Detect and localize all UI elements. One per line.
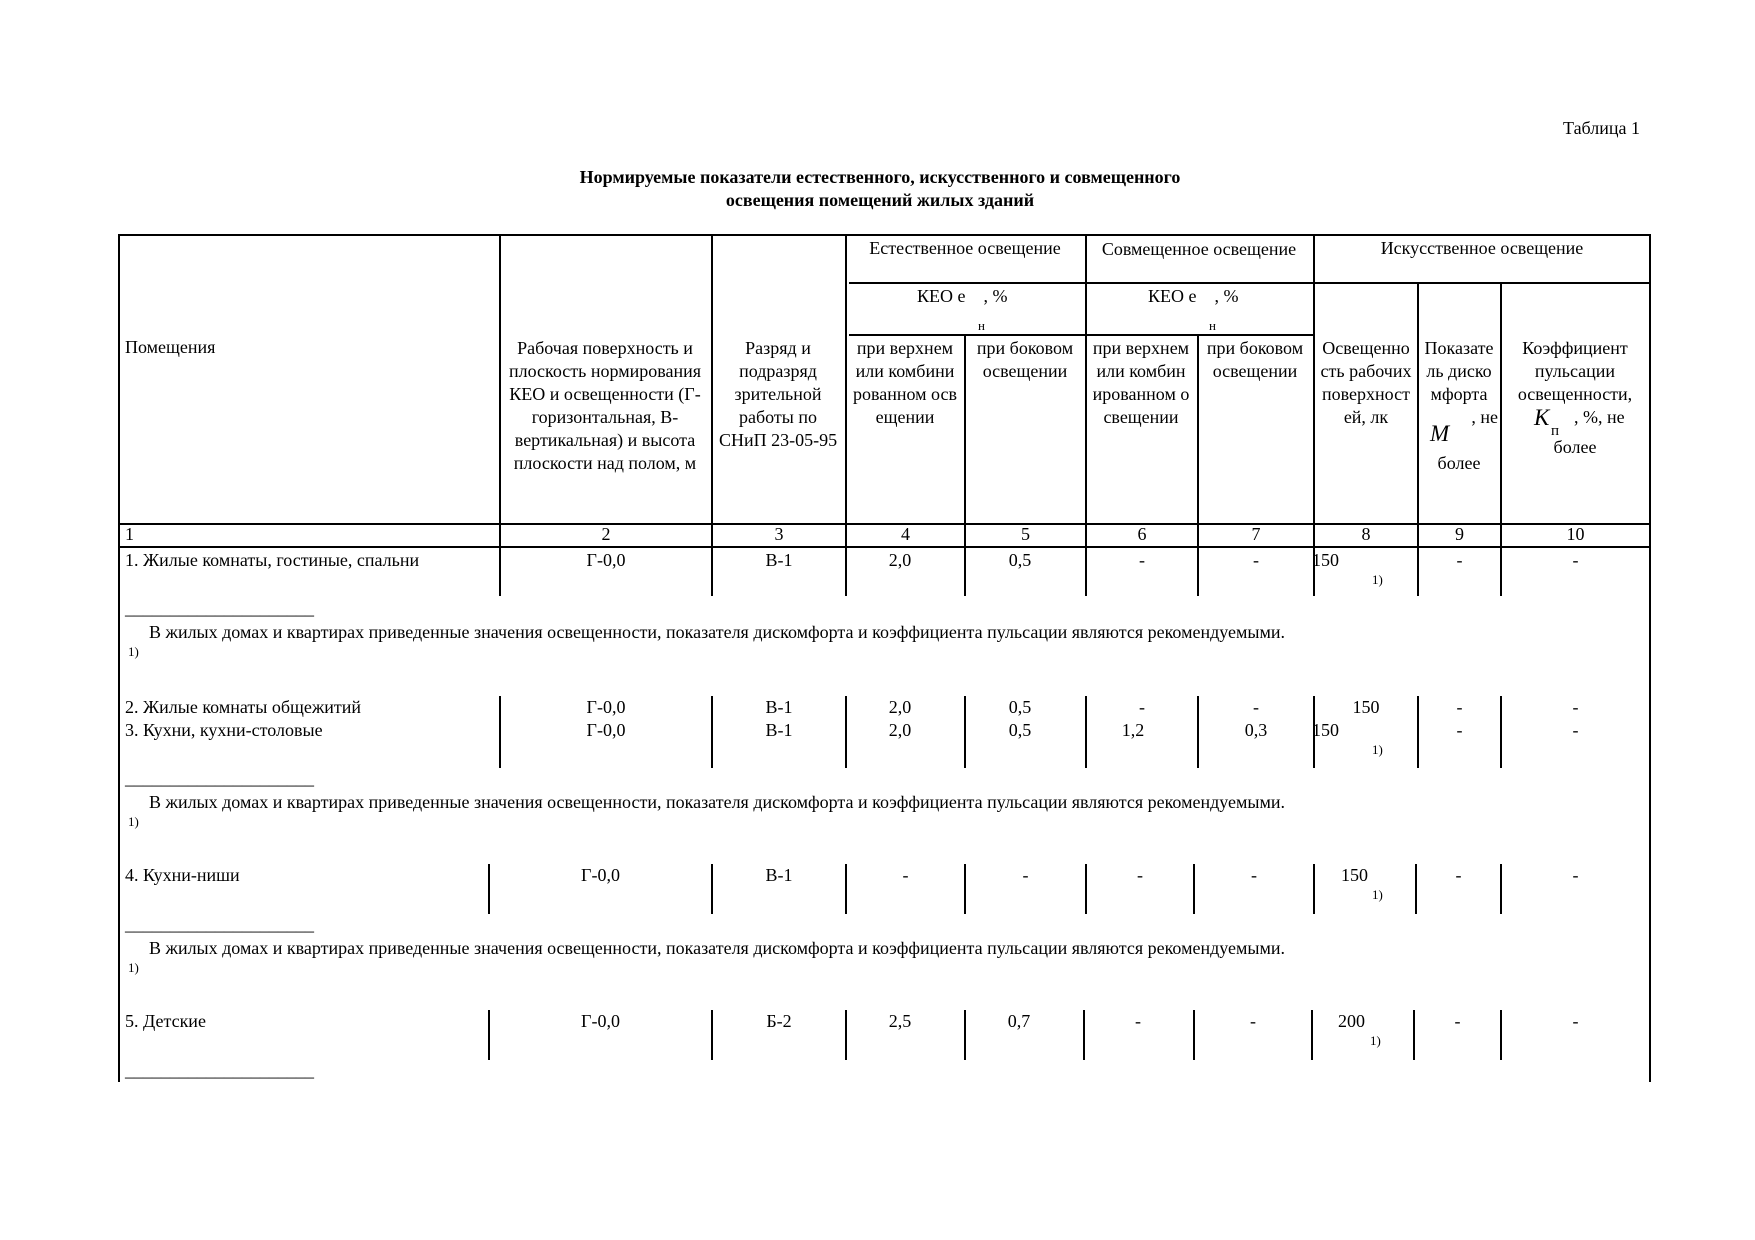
row-surface: Г-0,0: [586, 550, 626, 570]
row-c6: -: [1139, 550, 1145, 570]
title-line-2: освещения помещений жилых зданий: [725, 190, 1035, 210]
col-number: 8: [1361, 524, 1371, 544]
row-c8-footnote-mark: 1): [1372, 742, 1383, 757]
row-name: 1. Жилые комнаты, гостиные, спальни: [125, 550, 420, 570]
header-pulsation-suffix: , %, не: [1574, 407, 1625, 427]
header-combined-side: при боковом освещении: [1206, 338, 1304, 381]
header-discomfort-symbol: M: [1430, 421, 1450, 446]
row-surface: Г-0,0: [581, 865, 620, 885]
footnote-mark: 1): [128, 644, 139, 659]
header-artificial-lighting: Искусственное освещение: [1380, 238, 1584, 258]
table-label: Таблица 1: [1563, 118, 1640, 138]
row-c5: 0,7: [1007, 1011, 1031, 1031]
row-c4: 2,0: [888, 697, 912, 717]
header-pulsation-symbol-sub: п: [1551, 423, 1560, 439]
footnote-mark: 1): [128, 960, 139, 975]
header-discomfort-suffix: , не: [1471, 407, 1498, 427]
row-c9: -: [1455, 865, 1462, 885]
row-name: 3. Кухни, кухни-столовые: [125, 720, 323, 740]
header-natural-lighting: Естественное освещение: [869, 238, 1061, 258]
row-c6: -: [1137, 865, 1143, 885]
row-c8-footnote-mark: 1): [1372, 887, 1383, 902]
row-c6: -: [1135, 1011, 1141, 1031]
header-discomfort-text: Показатель дискомфорта: [1424, 338, 1494, 404]
row-c8: 150: [1341, 865, 1368, 885]
header-keo-natural-sub: н: [978, 318, 985, 333]
header-keo-combined: КЕО е , %: [1148, 286, 1239, 306]
row-c7: -: [1251, 865, 1257, 885]
row-c7: -: [1253, 550, 1259, 570]
row-c5: -: [1022, 865, 1029, 885]
row-c4: 2,0: [888, 550, 912, 570]
col-number: 3: [774, 524, 784, 544]
row-c7: 0,3: [1244, 720, 1268, 740]
row-grade: В-1: [765, 720, 793, 740]
row-grade: В-1: [765, 697, 793, 717]
col-number: 6: [1137, 524, 1147, 544]
row-surface: Г-0,0: [586, 697, 626, 717]
header-natural-top: при верхнем или комбинированном освещении: [852, 338, 957, 427]
footnote-text: В жилых домах и квартирах приведенные значения освещенности, показателя дискомфорта и коэффициента пульсации являются рекомендуемыми.: [149, 938, 1286, 958]
header-combined-lighting: Совмещенное освещение: [1101, 239, 1297, 259]
row-c9: -: [1456, 697, 1463, 717]
row-c10: -: [1572, 697, 1579, 717]
header-keo-natural: КЕО е , %: [917, 286, 1008, 306]
row-c5: 0,5: [1008, 550, 1032, 570]
row-c6: 1,2: [1121, 720, 1145, 740]
row-name: 5. Детские: [125, 1011, 206, 1031]
footnote-rule: _____________________: [125, 598, 314, 618]
footnote-rule: _____________________: [125, 1060, 314, 1080]
col-number: 4: [901, 524, 910, 544]
row-surface: Г-0,0: [581, 1011, 620, 1031]
row-c7: -: [1253, 697, 1259, 717]
header-pulsation-text: Коэффициент пульсации освещенности,: [1517, 338, 1633, 404]
title-line-1: Нормируемые показатели естественного, искусственного и совмещенного: [579, 167, 1181, 187]
row-name: 4. Кухни-ниши: [125, 865, 240, 885]
header-work-surface: Рабочая поверхность и плоскость нормирования КЕО и освещенности (Г-горизонтальная, В-вертикальная) и высота плоскости над полом, м: [508, 338, 702, 473]
footnote-rule: _____________________: [125, 768, 314, 788]
row-c4: -: [902, 865, 909, 885]
row-c10: -: [1572, 1011, 1579, 1031]
col-number: 1: [125, 524, 134, 544]
header-pulsation-symbol: K: [1534, 405, 1550, 430]
header-combined-top: при верхнем или комбинированном освещении: [1092, 338, 1190, 427]
row-grade: В-1: [765, 865, 793, 885]
row-c9: -: [1456, 720, 1463, 740]
col-number: 7: [1251, 524, 1261, 544]
header-discomfort: [1424, 337, 1498, 475]
col-number: 5: [1021, 524, 1030, 544]
row-grade: В-1: [765, 550, 793, 570]
footnote-text: В жилых домах и квартирах приведенные значения освещенности, показателя дискомфорта и коэффициента пульсации являются рекомендуемыми.: [149, 792, 1286, 812]
footnote-text: В жилых домах и квартирах приведенные значения освещенности, показателя дискомфорта и коэффициента пульсации являются рекомендуемыми.: [149, 622, 1286, 642]
row-c5: 0,5: [1008, 697, 1032, 717]
header-visual-grade: Разряд и подразряд зрительной работы по СНиП 23-05-95: [718, 338, 838, 450]
row-c4: 2,5: [888, 1011, 912, 1031]
header-pulsation: [1506, 337, 1644, 459]
row-c8: 150: [1312, 720, 1339, 740]
row-c7: -: [1250, 1011, 1256, 1031]
row-c5: 0,5: [1008, 720, 1032, 740]
table-title: [300, 166, 1460, 212]
row-c9: -: [1454, 1011, 1461, 1031]
footnote-mark: 1): [128, 814, 139, 829]
header-discomfort-tail: более: [1437, 453, 1481, 473]
row-c10: -: [1572, 720, 1579, 740]
header-natural-side: при боковом освещении: [976, 338, 1074, 381]
header-keo-combined-sub: н: [1209, 318, 1216, 333]
row-grade: Б-2: [766, 1011, 792, 1031]
row-c9: -: [1456, 550, 1463, 570]
col-number: 10: [1566, 524, 1585, 544]
row-c10: -: [1572, 550, 1579, 570]
row-c8: 150: [1352, 697, 1380, 717]
header-pulsation-tail: более: [1553, 437, 1597, 457]
col-number: 2: [601, 524, 611, 544]
row-c6: -: [1139, 697, 1145, 717]
row-c10: -: [1572, 865, 1579, 885]
row-name: 2. Жилые комнаты общежитий: [125, 697, 362, 717]
col-number: 9: [1455, 524, 1464, 544]
row-c4: 2,0: [888, 720, 912, 740]
row-c8-footnote-mark: 1): [1372, 572, 1383, 587]
header-rooms: Помещения: [125, 337, 216, 357]
footnote-rule: _____________________: [125, 914, 314, 934]
row-c8: 150: [1312, 550, 1339, 570]
row-surface: Г-0,0: [586, 720, 626, 740]
row-c8: 200: [1338, 1011, 1365, 1031]
row-c8-footnote-mark: 1): [1370, 1033, 1381, 1048]
header-illuminance: Освещенность рабочих поверхностей, лк: [1320, 338, 1412, 427]
